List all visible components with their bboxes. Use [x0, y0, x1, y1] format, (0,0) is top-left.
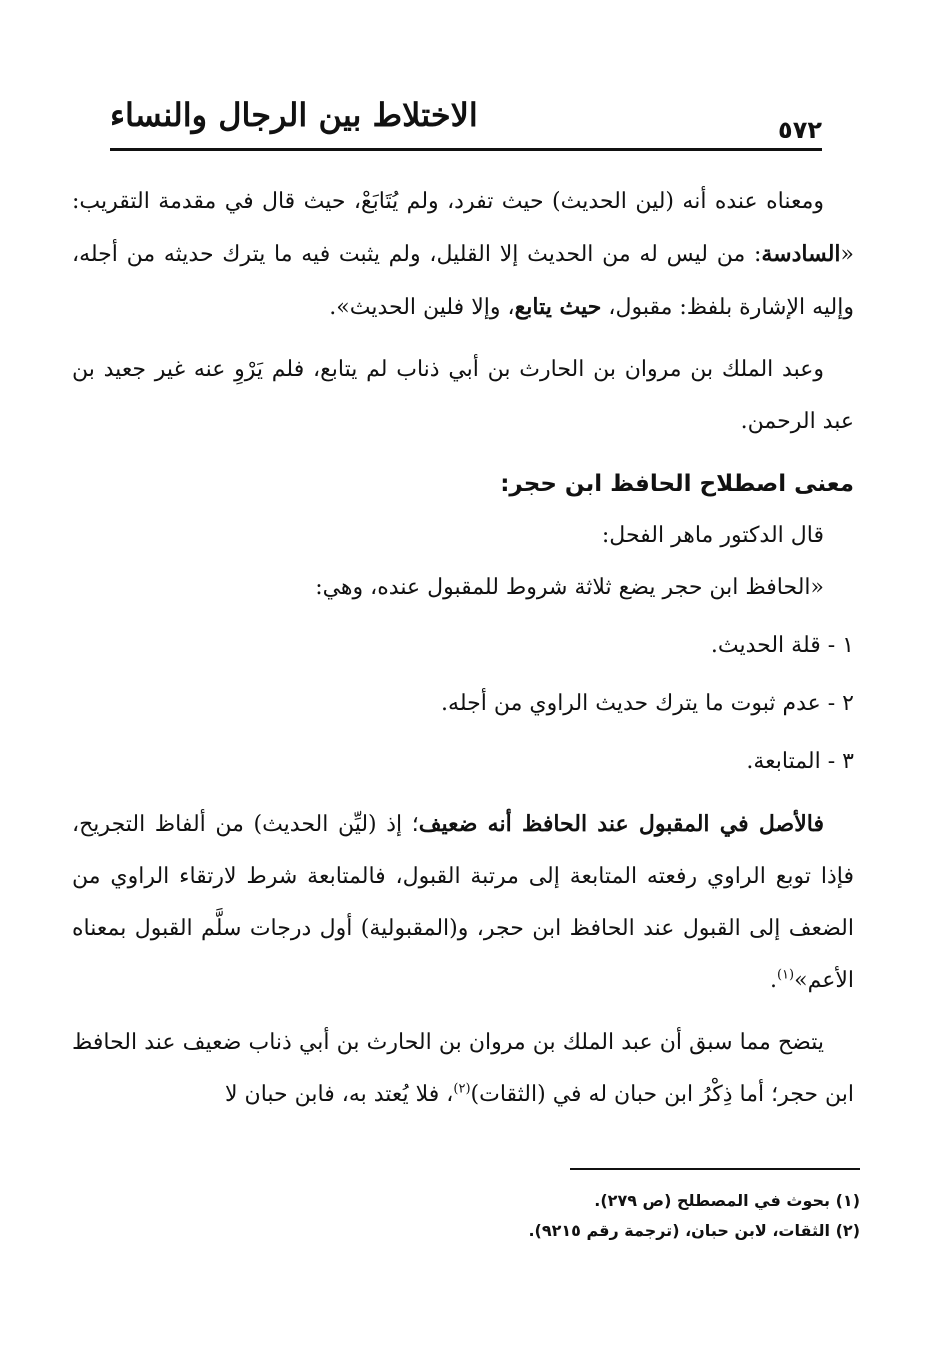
- paragraph-5-end: .: [769, 968, 777, 993]
- list-item: ٣ - المتابعة.: [746, 749, 854, 774]
- paragraph-1-rest-2: ، وإلا فلين الحديث».: [329, 295, 515, 320]
- paragraph-5: [72, 798, 854, 1007]
- paragraph-1-text: ومعناه عنده أنه (لين الحديث) حيث تفرد، ولم يُتَابَعْ، حيث قال في مقدمة التقريب: «: [72, 189, 854, 267]
- footnote-rule: [570, 1168, 860, 1170]
- main-text: [72, 176, 854, 1121]
- running-title: الاختلاط بين الرجال والنساء: [110, 96, 478, 134]
- header-rule: [110, 148, 822, 151]
- paragraph-1-bold: السادسة: [761, 241, 841, 267]
- running-header: [110, 86, 822, 144]
- footnote-1: (١) بحوث في المصطلح (ص ٢٧٩).: [594, 1191, 860, 1210]
- page-number: ٥٧٢: [778, 116, 822, 144]
- paragraph-3: قال الدكتور ماهر الفحل:: [601, 523, 824, 548]
- paragraph-6-rest: ، فلا يُعتد به، فابن حبان لا: [225, 1082, 454, 1107]
- footnote-ref-2[interactable]: (٢): [453, 1081, 471, 1097]
- paragraph-5-bold: فالأصل في المقبول عند الحافظ أنه ضعيف: [418, 811, 824, 837]
- paragraph-2: وعبد الملك بن مروان بن الحارث بن أبي ذناب لم يتابع، فلم يَرْوِ عنه غير جعيد بن عبد الرحمن.: [72, 357, 854, 434]
- list-item: ١ - قلة الحديث.: [710, 633, 854, 658]
- paragraph-5-rest: ؛ إذ (ليِّن الحديث) من ألفاظ التجريح، فإذا توبع الراوي رفعته المتابعة إلى مرتبة القبول، فالمتابعة شرط لارتقاء الراوي من الضعف إلى القبول عند الحافظ ابن حجر، و(المقبولية) أول درجات سلَّم القبول بمعناه الأعم»: [72, 812, 854, 993]
- paragraph-1-rest: : من ليس له من الحديث إلا القليل، ولم يثبت فيه ما يترك حديثه من أجله، وإليه الإشارة بلفظ: مقبول،: [72, 242, 854, 320]
- paragraph-6: [72, 1017, 854, 1121]
- paragraph-1-bold-2: حيث يتابع: [514, 294, 602, 320]
- footnote-2: (٢) الثقات، لابن حبان، (ترجمة رقم ٩٢١٥).: [528, 1221, 860, 1240]
- paragraph-1: [72, 176, 854, 334]
- footnotes: [72, 1186, 860, 1246]
- footnote-ref-1[interactable]: (١): [776, 967, 795, 983]
- paragraph-6-text: يتضح مما سبق أن عبد الملك بن مروان بن الحارث بن أبي ذناب ضعيف عند الحافظ ابن حجر؛ أما ذِكْرُ ابن حبان له في (الثقات): [72, 1030, 854, 1107]
- list-item: ٢ - عدم ثبوت ما يترك حديث الراوي من أجله.: [441, 691, 854, 716]
- paragraph-4: «الحافظ ابن حجر يضع ثلاثة شروط للمقبول عنده، وهي:: [315, 575, 824, 600]
- section-heading: معنى اصطلاح الحافظ ابن حجر:: [500, 471, 854, 497]
